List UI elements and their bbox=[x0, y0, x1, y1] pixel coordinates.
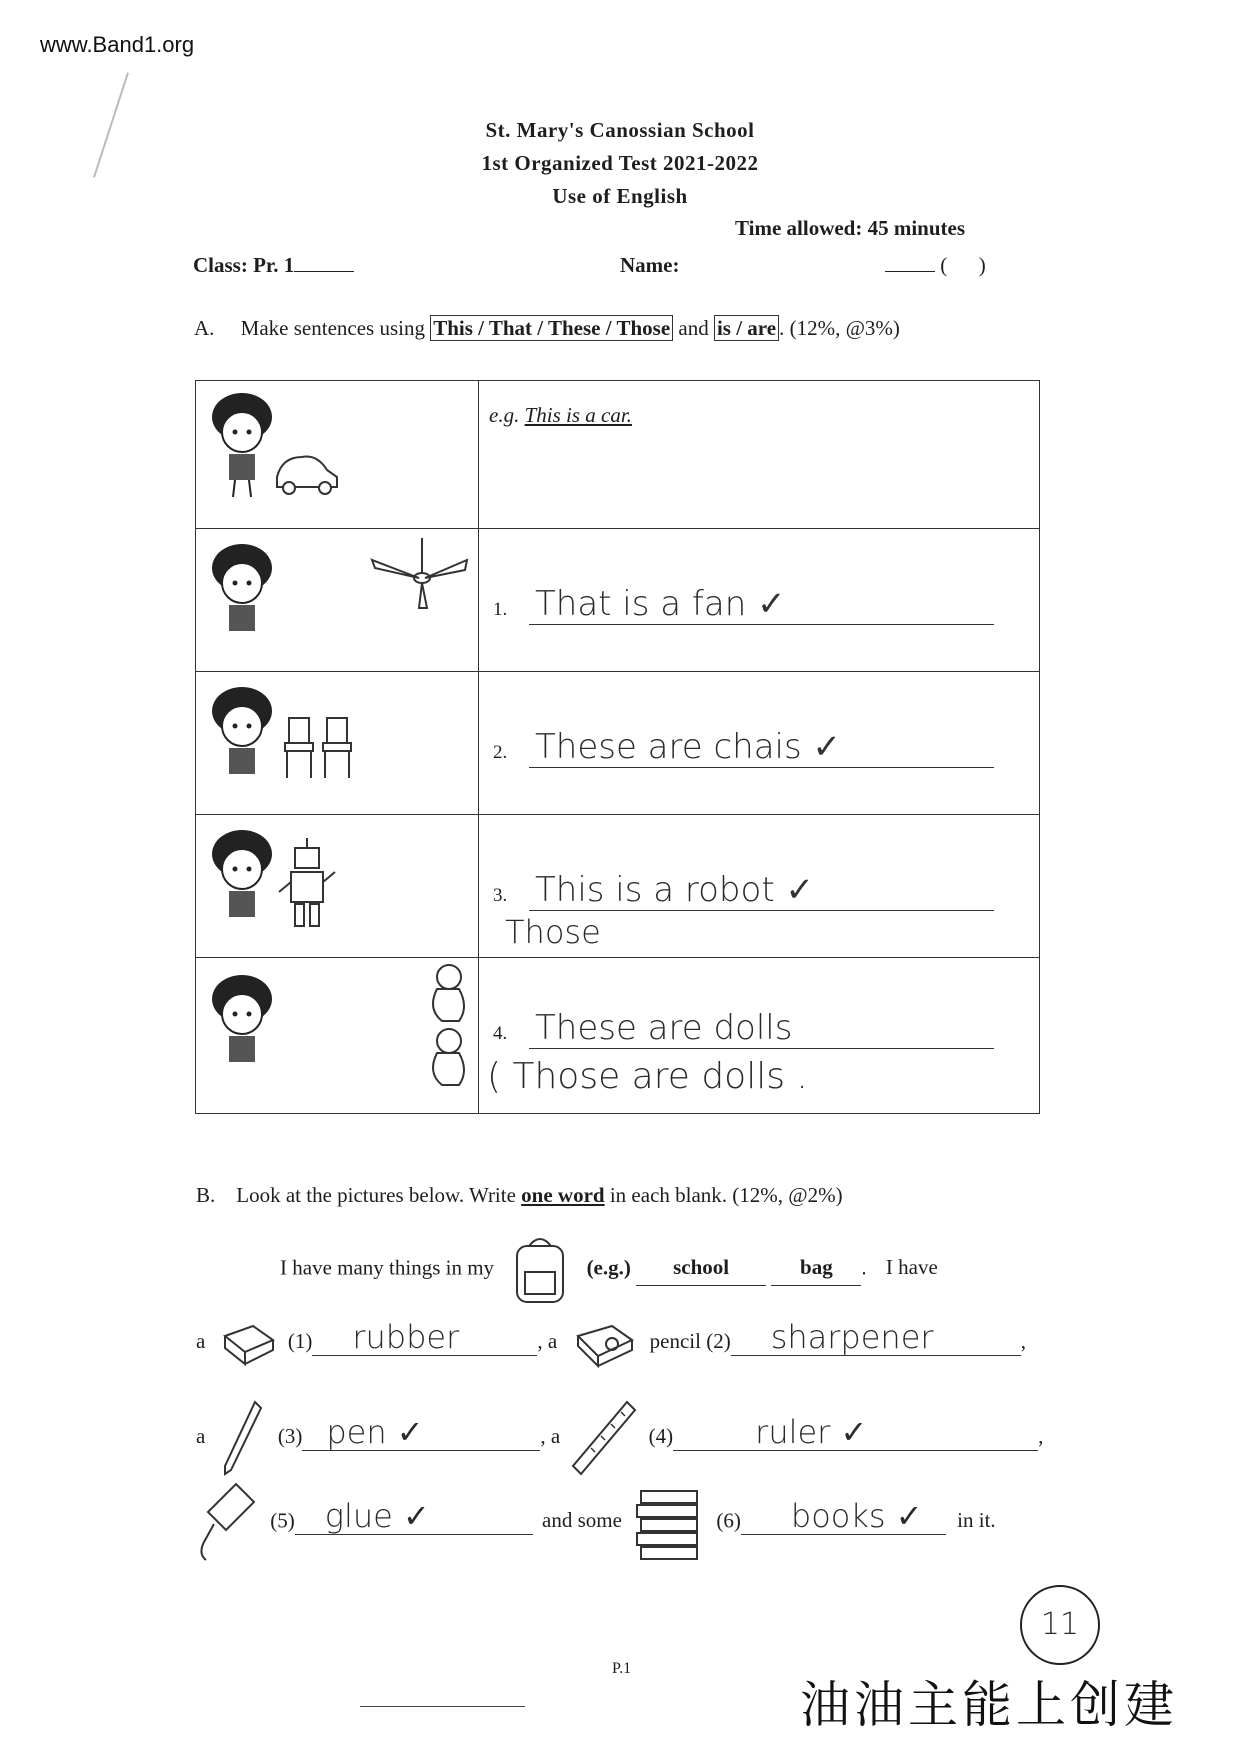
blank-row-1: a (1) rubber , a pencil (2) sharpener , bbox=[196, 1318, 1056, 1368]
car-icon bbox=[277, 457, 337, 494]
site-watermark: www.Band1.org bbox=[40, 32, 195, 57]
check-mark-icon: ✓ bbox=[812, 727, 842, 767]
question-4-line bbox=[493, 1008, 1018, 1049]
question-2-answer[interactable] bbox=[529, 727, 994, 768]
page-number: P.1 bbox=[612, 1660, 632, 1677]
girl-with-dolls-illustration bbox=[197, 959, 477, 1107]
example-sentence-cell bbox=[479, 381, 1040, 529]
check-mark-icon: ✓ bbox=[785, 870, 814, 910]
blank-5-answer[interactable] bbox=[295, 1498, 533, 1535]
blank-1-number: (1) bbox=[287, 1328, 313, 1353]
girl-icon bbox=[212, 830, 272, 917]
blank-3-answer-text: pen bbox=[326, 1412, 387, 1451]
question-4-correction: ( Those are dolls . bbox=[487, 1056, 808, 1097]
article-a: a bbox=[547, 1328, 558, 1353]
check-mark-icon: ✓ bbox=[402, 1497, 430, 1536]
i-have-text: I have bbox=[885, 1255, 938, 1280]
question-3-line bbox=[493, 870, 1018, 911]
blank-4-number: (4) bbox=[648, 1423, 674, 1448]
article-a: a bbox=[550, 1423, 561, 1448]
class-field bbox=[193, 253, 354, 278]
question-2-number: 2. bbox=[493, 742, 508, 763]
girl-with-car-illustration bbox=[197, 382, 477, 522]
blank-1-answer[interactable]: rubber bbox=[312, 1319, 537, 1356]
test-title: 1st Organized Test 2021-2022 bbox=[481, 151, 759, 175]
example-sentence bbox=[489, 403, 632, 428]
girl-with-robot-illustration bbox=[197, 816, 477, 951]
eg-word-school: school bbox=[636, 1249, 766, 1286]
question-2-picture-cell bbox=[196, 672, 479, 815]
section-b-instruction bbox=[196, 1183, 843, 1208]
blank-6-answer-text: books bbox=[790, 1497, 886, 1536]
question-1-number: 1. bbox=[493, 599, 508, 620]
section-b-letter: B. bbox=[196, 1183, 216, 1207]
question-3-number: 3. bbox=[493, 885, 508, 906]
blank-6-number: (6) bbox=[716, 1508, 741, 1533]
question-2-line bbox=[493, 727, 1018, 768]
question-2-answer-cell bbox=[479, 672, 1040, 815]
question-row-4 bbox=[196, 958, 1040, 1114]
score-circle: 11 bbox=[1020, 1585, 1100, 1665]
question-1-line bbox=[493, 584, 1018, 625]
example-picture-cell bbox=[196, 381, 479, 529]
girl-with-chairs-illustration bbox=[197, 673, 477, 808]
pronoun-options-box: This / That / These / Those bbox=[430, 315, 673, 341]
section-a-table bbox=[195, 380, 1040, 1114]
chairs-icon bbox=[285, 718, 351, 778]
pen-icon bbox=[217, 1398, 267, 1478]
question-2-answer-text: These are chais bbox=[535, 727, 802, 767]
sharpener-icon bbox=[568, 1318, 638, 1368]
ruler-icon bbox=[569, 1398, 639, 1478]
question-row-3 bbox=[196, 815, 1040, 958]
blank-3-answer[interactable] bbox=[302, 1414, 540, 1451]
question-3-answer[interactable] bbox=[529, 870, 994, 911]
question-4-answer[interactable]: These are dolls bbox=[529, 1008, 994, 1049]
blank-6-answer[interactable] bbox=[741, 1498, 946, 1535]
blank-4-answer[interactable] bbox=[673, 1414, 1038, 1451]
question-3-picture-cell bbox=[196, 815, 479, 958]
section-b-marks: in each blank. (12%, @2%) bbox=[609, 1183, 843, 1207]
backpack-icon bbox=[505, 1232, 575, 1307]
subject-title: Use of English bbox=[552, 184, 688, 208]
check-mark-icon: ✓ bbox=[895, 1497, 923, 1536]
example-label: e.g. bbox=[489, 403, 520, 427]
article-a: a bbox=[196, 1423, 206, 1448]
girl-icon bbox=[212, 393, 272, 497]
question-row-1 bbox=[196, 529, 1040, 672]
eg-word-bag: bag bbox=[771, 1249, 861, 1286]
section-a-letter: A. bbox=[194, 316, 215, 340]
article-a: a bbox=[196, 1328, 206, 1353]
question-4-number: 4. bbox=[493, 1023, 508, 1044]
verb-options-box: is / are bbox=[714, 315, 779, 341]
question-3-correction: Those bbox=[505, 913, 601, 951]
intro-text: I have many things in my bbox=[280, 1255, 495, 1280]
girl-icon bbox=[212, 975, 272, 1062]
class-blank bbox=[294, 271, 354, 272]
ceiling-fan-icon bbox=[372, 538, 467, 608]
pencil-text: pencil (2) bbox=[649, 1328, 731, 1353]
eg-label: (e.g.) bbox=[586, 1255, 631, 1280]
question-1-answer-cell bbox=[479, 529, 1040, 672]
girl-icon bbox=[212, 687, 272, 774]
example-row bbox=[196, 381, 1040, 529]
question-3-answer-cell bbox=[479, 815, 1040, 958]
check-mark-icon: ✓ bbox=[840, 1412, 868, 1451]
one-word-emphasis: one word bbox=[521, 1183, 605, 1207]
class-label: Class: Pr. 1 bbox=[193, 253, 295, 277]
section-a-instruction bbox=[194, 316, 900, 341]
question-1-picture-cell bbox=[196, 529, 479, 672]
blank-5-number: (5) bbox=[270, 1508, 295, 1533]
question-1-answer-text: That is a fan bbox=[535, 584, 747, 624]
question-4-answer-cell bbox=[479, 958, 1040, 1114]
question-row-2 bbox=[196, 672, 1040, 815]
blank-3-number: (3) bbox=[277, 1423, 303, 1448]
name-field bbox=[620, 253, 679, 278]
check-mark-icon: ✓ bbox=[396, 1412, 424, 1451]
footer-stamp: 油油主能上创建 bbox=[800, 1676, 1178, 1734]
glue-stick-icon bbox=[196, 1480, 261, 1565]
question-4-picture-cell bbox=[196, 958, 479, 1114]
example-text: This is a car. bbox=[524, 403, 632, 427]
blank-row-3 bbox=[196, 1480, 1056, 1565]
girl-with-fan-illustration bbox=[197, 530, 477, 665]
blank-row-2: a (3) pen ✓ , a (4) ruler ✓ , bbox=[196, 1398, 1056, 1478]
robot-icon bbox=[279, 838, 335, 926]
question-1-answer[interactable] bbox=[529, 584, 994, 625]
dolls-icon bbox=[433, 965, 464, 1085]
check-mark-icon: ✓ bbox=[757, 584, 786, 624]
class-number-blank bbox=[885, 271, 935, 272]
name-label: Name: bbox=[620, 253, 680, 277]
in-it-text: in it. bbox=[957, 1508, 996, 1533]
blank-2-answer[interactable]: sharpener bbox=[731, 1319, 1021, 1356]
blank-5-answer-text: glue bbox=[324, 1497, 393, 1536]
and-some-text: and some bbox=[542, 1508, 622, 1533]
and-word: and bbox=[678, 316, 709, 340]
footer-line bbox=[360, 1706, 525, 1707]
intro-row: I have many things in my (e.g.) school bag . I have bbox=[280, 1232, 1060, 1307]
school-name: St. Mary's Canossian School bbox=[485, 118, 755, 142]
girl-icon bbox=[212, 544, 272, 631]
books-icon bbox=[633, 1483, 705, 1563]
eraser-icon bbox=[217, 1318, 277, 1368]
blank-4-answer-text: ruler bbox=[755, 1412, 831, 1451]
time-allowed: Time allowed: 45 minutes bbox=[735, 216, 966, 240]
section-b-instruction-text: Look at the pictures below. Write bbox=[236, 1183, 516, 1207]
section-a-marks: . (12%, @3%) bbox=[779, 316, 900, 340]
section-a-instruction-text: Make sentences using bbox=[240, 316, 425, 340]
question-3-answer-text: This is a robot bbox=[535, 870, 775, 910]
class-number-field: ( ) bbox=[885, 253, 986, 278]
